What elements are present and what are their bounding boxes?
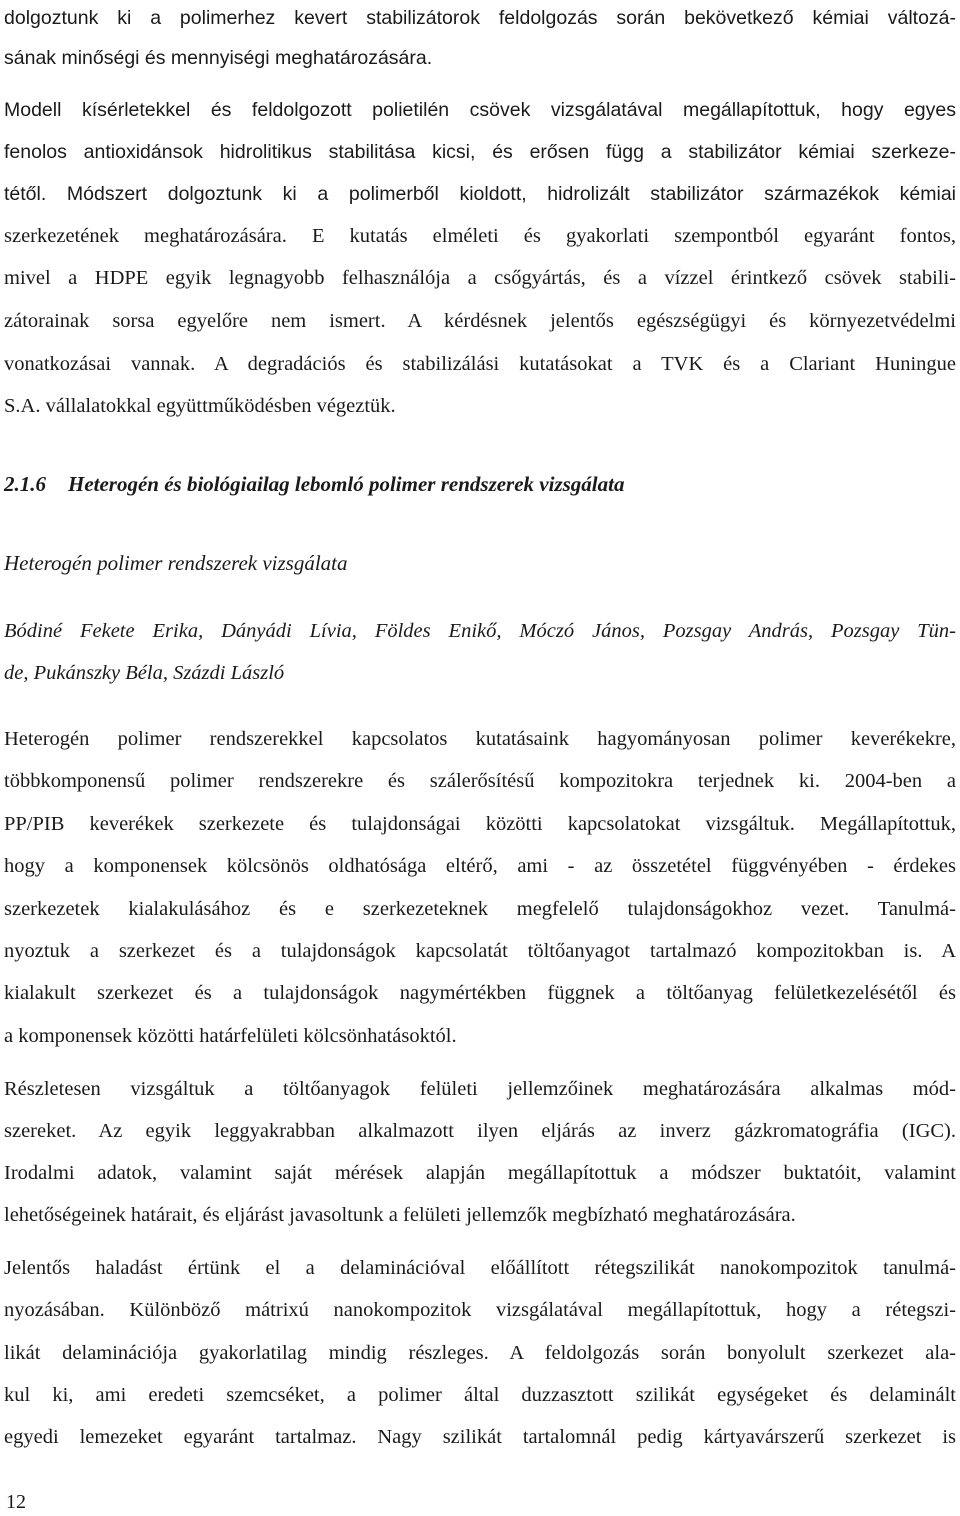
paragraph-line: egyedi lemezeket egyaránt tartalmaz. Nagy szilikát tartalomnál pedig kártyavárszerű szerkezet is — [4, 1426, 956, 1448]
section-heading — [4, 472, 624, 496]
paragraph-line: zátorainak sorsa egyelőre nem ismert. A kérdésnek jelentős egészségügyi és környezetvédelmi — [4, 310, 956, 332]
paragraph-line: vonatkozásai vannak. A degradációs és stabilizálási kutatásokat a TVK és a Clariant Huningue — [4, 353, 956, 375]
paragraph-line: kialakult szerkezet és a tulajdonságok nagymértékben függnek a töltőanyag felületkezelésétől és — [4, 982, 956, 1004]
page-number: 12 — [6, 1491, 26, 1513]
paragraph-line: Jelentős haladást értünk el a delaminációval előállított rétegszilikát nanokompozitok tanulmá- — [4, 1257, 956, 1279]
paragraph-line: nyozásában. Különböző mátrixú nanokompozitok vizsgálatával megállapítottuk, hogy a rétegszi- — [4, 1299, 956, 1321]
paragraph-line: fenolos antioxidánsok hidrolitikus stabilitása kicsi, és erősen függ a stabilizátor kémiai szerkeze- — [4, 141, 956, 163]
section-number: 2.1.6 — [4, 472, 46, 496]
paragraph-line: mivel a HDPE egyik legnagyobb felhasználója a csőgyártás, és a vízzel érintkező csövek stabili- — [4, 267, 956, 289]
authors-line: de, Pukánszky Béla, Százdi László — [4, 662, 285, 684]
subsection-heading: Heterogén polimer rendszerek vizsgálata — [4, 551, 348, 575]
paragraph-line: PP/PIB keverékek szerkezete és tulajdonságai közötti kapcsolatokat vizsgáltuk. Megállapítottuk, — [4, 813, 956, 835]
authors-line: Bódiné Fekete Erika, Dányádi Lívia, Földes Enikő, Móczó János, Pozsgay András, Pozsgay Tün- — [4, 620, 956, 642]
paragraph-line: Irodalmi adatok, valamint saját mérések alapján megállapítottuk a módszer buktatóit, valamint — [4, 1162, 956, 1184]
paragraph-line: Részletesen vizsgáltuk a töltőanyagok felületi jellemzőinek meghatározására alkalmas mód- — [4, 1078, 956, 1100]
paragraph-line: hogy a komponensek kölcsönös oldhatósága eltérő, ami - az összetétel függvényében - érdekes — [4, 855, 956, 877]
intro-line: sának minőségi és mennyiségi meghatározására. — [4, 47, 433, 69]
paragraph-line: S.A. vállalatokkal együttműködésben végeztük. — [4, 395, 396, 417]
paragraph-line: Modell kísérletekkel és feldolgozott polietilén csövek vizsgálatával megállapítottuk, hogy egyes — [4, 99, 956, 121]
paragraph-line: lehetőségeinek határait, és eljárást javasoltunk a felületi jellemzők megbízható meghatározására. — [4, 1204, 796, 1226]
paragraph-line: likát delaminációja gyakorlatilag mindig részleges. A feldolgozás során bonyolult szerkezet ala- — [4, 1342, 956, 1364]
paragraph-line: tétől. Módszert dolgoztunk ki a polimerből kioldott, hidrolizált stabilizátor származékok kémiai — [4, 183, 956, 205]
paragraph-line: szereket. Az egyik leggyakrabban alkalmazott ilyen eljárás az inverz gázkromatográfia (IGC). — [4, 1120, 956, 1142]
section-title: Heterogén és biológiailag lebomló polimer rendszerek vizsgálata — [68, 472, 625, 496]
paragraph-line: nyoztuk a szerkezet és a tulajdonságok kapcsolatát töltőanyagot tartalmazó kompozitokban is. A — [4, 940, 956, 962]
paragraph-line: szerkezetek kialakulásához és e szerkezeteknek megfelelő tulajdonságokhoz vezet. Tanulmá- — [4, 898, 956, 920]
paragraph-line: többkomponensű polimer rendszerekre és szálerősítésű kompozitokra terjednek ki. 2004-ben a — [4, 770, 956, 792]
intro-line: dolgoztunk ki a polimerhez kevert stabilizátorok feldolgozás során bekövetkező kémiai változá- — [4, 7, 956, 29]
paragraph-line: Heterogén polimer rendszerekkel kapcsolatos kutatásaink hagyományosan polimer keverékekre, — [4, 728, 956, 750]
paragraph-line: a komponensek közötti határfelületi kölcsönhatásoktól. — [4, 1025, 457, 1047]
paragraph-line: kul ki, ami eredeti szemcséket, a polimer által duzzasztott szilikát egységeket és delaminált — [4, 1384, 956, 1406]
paragraph-line: szerkezetének meghatározására. E kutatás elméleti és gyakorlati szempontból egyaránt fontos, — [4, 225, 956, 247]
